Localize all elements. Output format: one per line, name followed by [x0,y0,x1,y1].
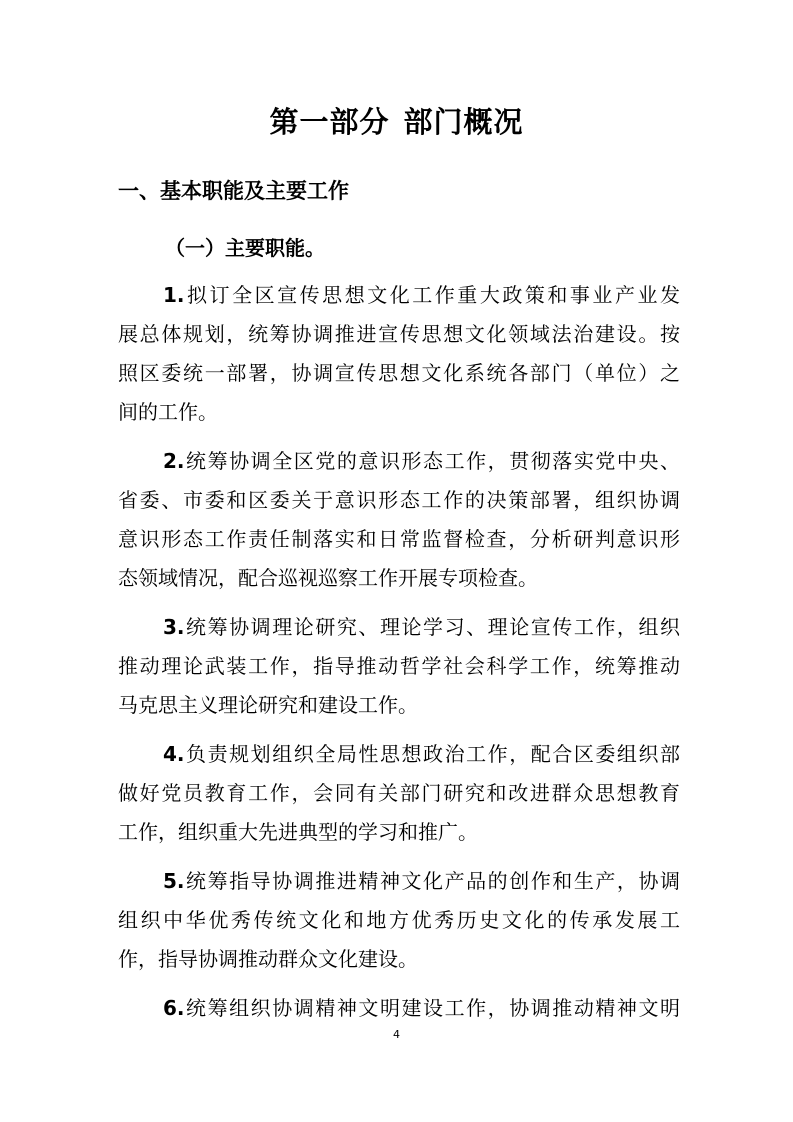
line-text: 负责规划组织全局性思想政治工作，配合区委组织部 [184,742,680,766]
paragraph-line: 间的工作。 [118,400,218,424]
title-part-1: 第一部分 [269,105,390,139]
paragraph-number: 3. [163,615,185,639]
line-text: 统筹组织协调精神文明建设工作，协调推动精神文明 [184,996,680,1020]
paragraph-line [118,608,680,647]
page-number: 4 [393,1028,400,1041]
paragraph-line [118,276,680,315]
paragraph-3 [118,608,680,725]
paragraph-line: 做好党员教育工作，会同有关部门研究和改进群众思想教育 [118,781,680,805]
subsection-heading: （一）主要职能。 [165,236,325,260]
section-heading: 一、基本职能及主要工作 [118,179,349,203]
paragraph-line: 组织中华优秀传统文化和地方优秀历史文化的传承发展工 [118,908,680,932]
paragraph-number: 6. [163,996,185,1020]
paragraph-line [118,735,680,774]
paragraph-line: 作，指导协调推动群众文化建设。 [118,947,418,971]
paragraph-line: 意识形态工作责任制落实和日常监督检查，分析研判意识形 [118,527,680,551]
paragraph-line: 照区委统一部署，协调宣传思想文化系统各部门（单位）之 [118,361,680,385]
line-text: 统筹协调理论研究、理论学习、理论宣传工作，组织 [184,615,680,639]
paragraph-number: 4. [163,742,185,766]
page-title [0,100,793,144]
paragraph-5 [118,862,680,979]
paragraph-number: 2. [163,449,185,473]
paragraph-line [118,862,680,901]
line-text: 统筹协调全区党的意识形态工作，贯彻落实党中央、 [184,449,680,473]
paragraph-line: 马克思主义理论研究和建设工作。 [118,693,418,717]
paragraph-line [118,442,680,481]
paragraph-line: 工作，组织重大先进典型的学习和推广。 [118,820,478,844]
paragraph-line: 态领域情况，配合巡视巡察工作开展专项检查。 [118,566,538,590]
paragraph-line: 省委、市委和区委关于意识形态工作的决策部署，组织协调 [118,488,680,512]
line-text: 拟订全区宣传思想文化工作重大政策和事业产业发 [184,283,680,307]
paragraph-2 [118,442,680,598]
paragraph-line [118,989,680,1028]
line-text: 统筹指导协调推进精神文化产品的创作和生产，协调 [184,869,680,893]
paragraph-6 [118,989,680,1028]
paragraph-line: 推动理论武装工作，指导推动哲学社会科学工作，统筹推动 [118,654,680,678]
paragraph-1 [118,276,680,432]
paragraph-number: 5. [163,869,185,893]
title-part-2: 部门概况 [403,105,524,139]
paragraph-4 [118,735,680,852]
paragraph-number: 1. [163,283,185,307]
paragraph-line: 展总体规划，统筹协调推进宣传思想文化领域法治建设。按 [118,322,680,346]
document-body [118,276,680,1038]
